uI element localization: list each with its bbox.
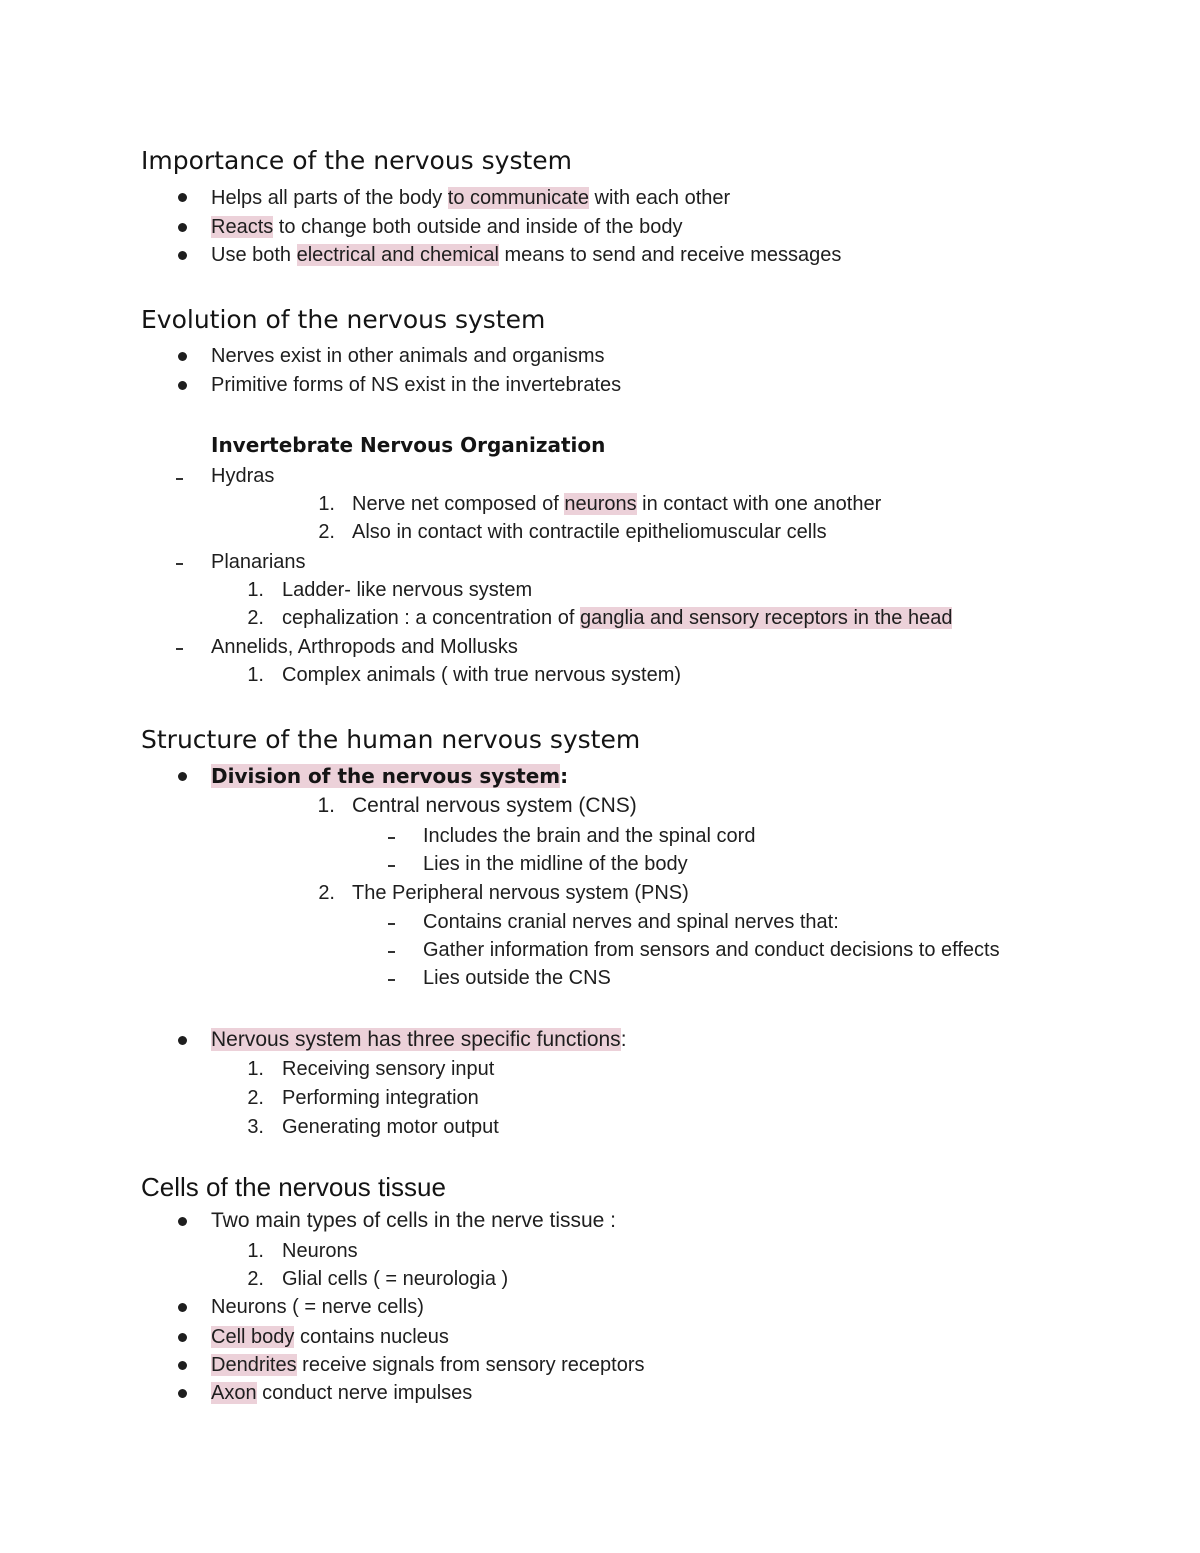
importance-item-1: Helps all parts of the body to communicate with each other <box>211 187 731 209</box>
planarians-item-1: Ladder- like nervous system <box>282 579 533 601</box>
list-number: 2. <box>247 1087 264 1109</box>
subheading-invertebrate: Invertebrate Nervous Organization <box>211 433 606 457</box>
functions-item-3: Generating motor output <box>282 1116 499 1138</box>
list-number: 1. <box>317 794 335 817</box>
cells-item-4: Axon conduct nerve impulses <box>211 1382 473 1404</box>
dash-marker <box>388 837 395 839</box>
importance-item-3: Use both electrical and chemical means to send and receive messages <box>211 244 842 266</box>
cells-types: Two main types of cells in the nerve tissue : <box>211 1209 617 1232</box>
division-heading: Division of the nervous system: <box>211 764 569 788</box>
dash-marker <box>388 865 395 867</box>
bullet <box>178 1036 187 1045</box>
list-number: 1. <box>247 1240 264 1262</box>
functions-item-2: Performing integration <box>282 1087 479 1109</box>
cells-item-1: Neurons ( = nerve cells) <box>211 1296 424 1318</box>
list-number: 2. <box>318 521 335 543</box>
hydras-item-1: Nerve net composed of neurons in contact with one another <box>352 493 882 515</box>
pns-label: The Peripheral nervous system (PNS) <box>352 882 689 904</box>
bullet <box>178 1389 187 1398</box>
pns-item-2: Gather information from sensors and conduct decisions to effects <box>423 939 1000 961</box>
heading-structure: Structure of the human nervous system <box>141 725 641 754</box>
dash-marker <box>388 923 395 925</box>
bullet <box>178 193 187 202</box>
list-number: 2. <box>247 607 264 629</box>
bullet <box>178 251 187 260</box>
pns-item-1: Contains cranial nerves and spinal nerves that: <box>423 911 839 933</box>
list-number: 2. <box>247 1268 264 1290</box>
hydras-item-2: Also in contact with contractile epitheliomuscular cells <box>352 521 827 543</box>
evolution-item-2: Primitive forms of NS exist in the invertebrates <box>211 374 622 396</box>
importance-item-2: Reacts to change both outside and inside of the body <box>211 216 683 238</box>
heading-cells: Cells of the nervous tissue <box>141 1172 446 1202</box>
cns-label: Central nervous system (CNS) <box>352 794 637 817</box>
cells-types-item-2: Glial cells ( = neurologia ) <box>282 1268 509 1290</box>
dash-marker <box>388 979 395 981</box>
bullet <box>178 381 187 390</box>
cns-item-2: Lies in the midline of the body <box>423 853 688 875</box>
pns-item-3: Lies outside the CNS <box>423 967 611 989</box>
bullet <box>178 1217 187 1226</box>
annelids-label: Annelids, Arthropods and Mollusks <box>211 636 518 658</box>
dash-marker <box>176 648 183 650</box>
cns-item-1: Includes the brain and the spinal cord <box>423 825 756 847</box>
list-number: 1. <box>247 579 264 601</box>
list-number: 1. <box>247 1058 264 1080</box>
heading-evolution: Evolution of the nervous system <box>141 305 546 334</box>
cells-types-item-1: Neurons <box>282 1240 358 1262</box>
bullet <box>178 1303 187 1312</box>
heading-importance: Importance of the nervous system <box>141 146 573 175</box>
list-number: 1. <box>247 664 264 686</box>
bullet <box>178 772 187 781</box>
list-number: 1. <box>318 493 335 515</box>
dash-marker <box>176 478 183 480</box>
bullet <box>178 1333 187 1342</box>
list-number: 3. <box>247 1116 264 1138</box>
bullet <box>178 352 187 361</box>
functions-heading: Nervous system has three specific functions: <box>211 1028 627 1051</box>
planarians-label: Planarians <box>211 551 306 573</box>
cells-item-2: Cell body contains nucleus <box>211 1326 449 1348</box>
hydras-label: Hydras <box>211 465 275 487</box>
annelids-item-1: Complex animals ( with true nervous system) <box>282 664 682 686</box>
dash-marker <box>388 951 395 953</box>
cells-item-3: Dendrites receive signals from sensory receptors <box>211 1354 645 1376</box>
evolution-item-1: Nerves exist in other animals and organisms <box>211 345 605 367</box>
planarians-item-2: cephalization : a concentration of ganglia and sensory receptors in the head <box>282 607 953 629</box>
list-number: 2. <box>318 882 335 904</box>
bullet <box>178 223 187 232</box>
bullet <box>178 1361 187 1370</box>
functions-item-1: Receiving sensory input <box>282 1058 495 1080</box>
dash-marker <box>176 563 183 565</box>
